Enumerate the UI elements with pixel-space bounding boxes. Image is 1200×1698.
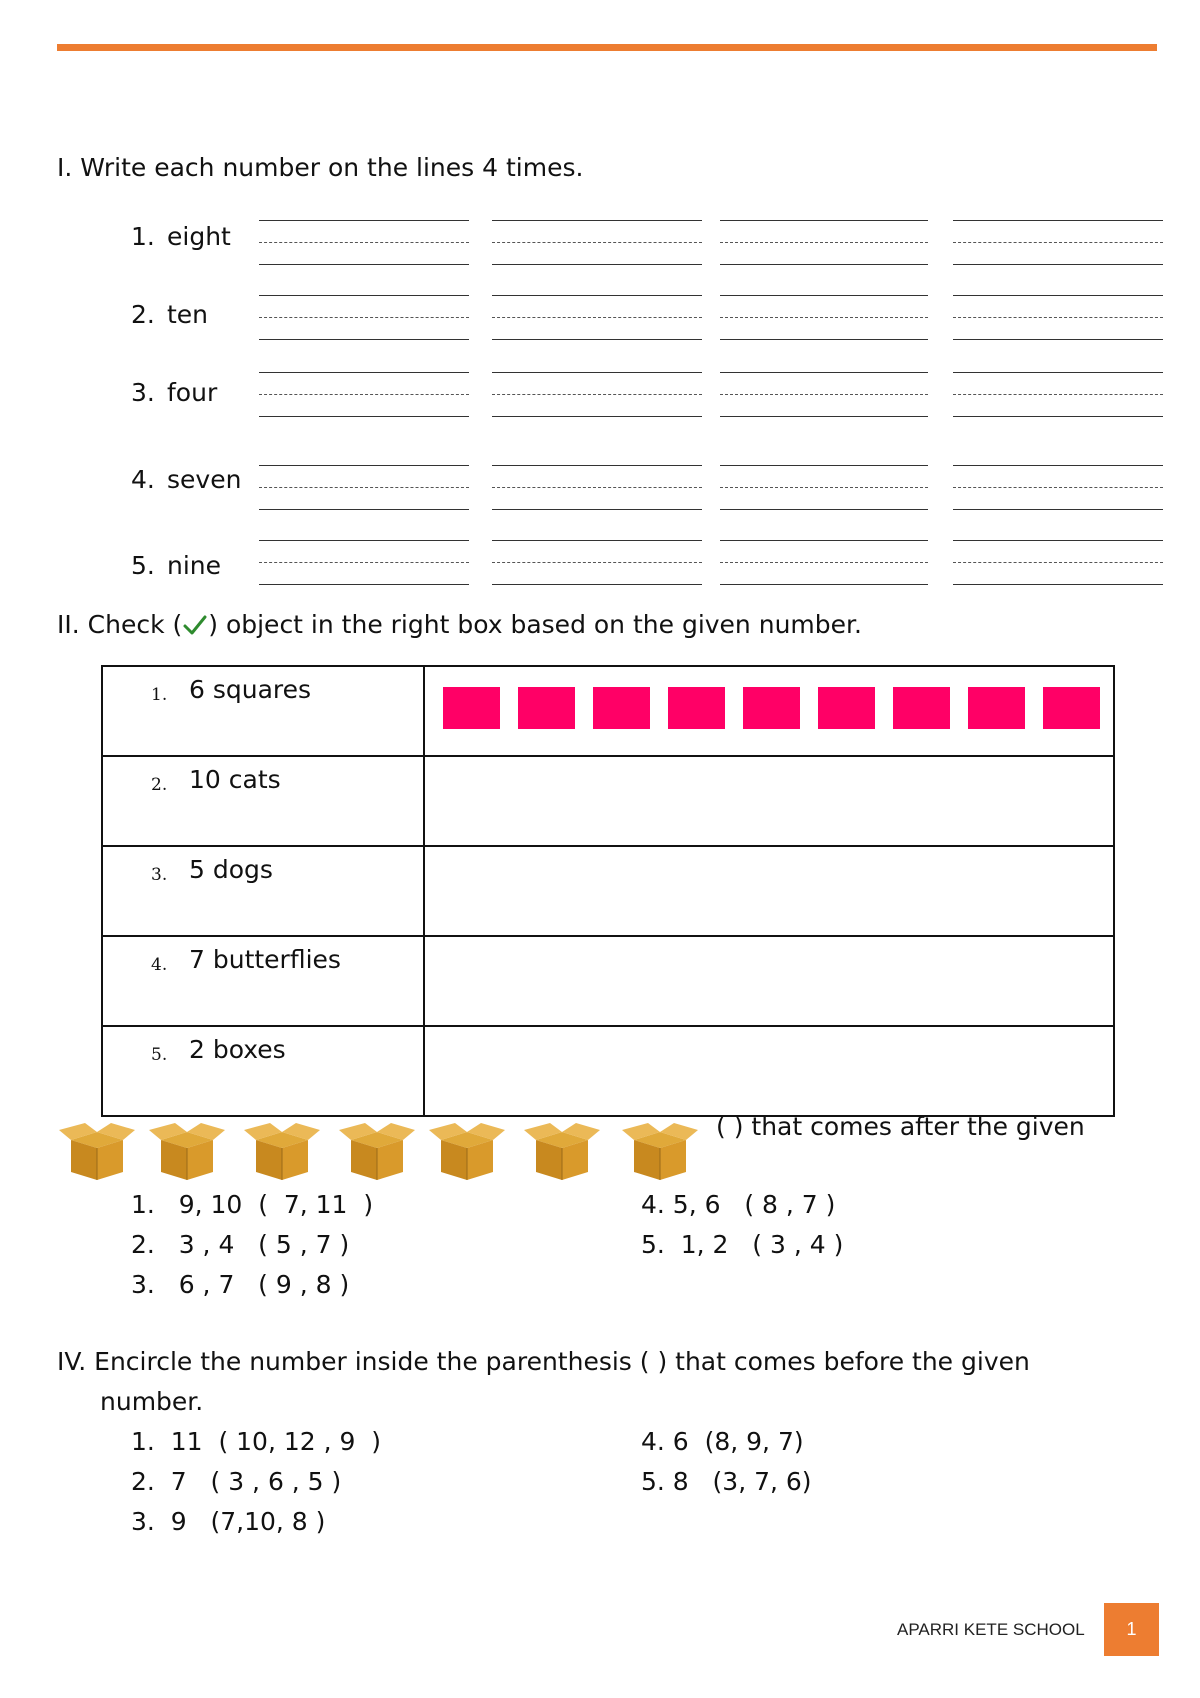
item-number: 4. bbox=[131, 465, 155, 494]
object-box[interactable] bbox=[424, 1026, 1114, 1116]
writing-line-set[interactable] bbox=[492, 372, 702, 418]
table-row bbox=[102, 1026, 1114, 1116]
list-item: 1. 9, 10 ( 7, 11 ) bbox=[131, 1190, 374, 1219]
solid-guide-line bbox=[492, 540, 702, 541]
solid-guide-line bbox=[953, 372, 1163, 373]
table-row bbox=[102, 756, 1114, 846]
section3-heading: ( ) that comes after the given bbox=[716, 1112, 1085, 1141]
solid-guide-line bbox=[492, 416, 702, 417]
solid-guide-line bbox=[259, 540, 469, 541]
writing-line-set[interactable] bbox=[492, 465, 702, 511]
solid-guide-line bbox=[720, 416, 928, 417]
list-item: 4. 6 (8, 9, 7) bbox=[641, 1427, 804, 1456]
page-number: 1 bbox=[1104, 1603, 1159, 1656]
cardboard-box-icon bbox=[147, 1118, 227, 1182]
dashed-guide-line bbox=[259, 242, 469, 243]
pink-square bbox=[818, 687, 875, 729]
writing-line-set[interactable] bbox=[720, 295, 928, 341]
solid-guide-line bbox=[259, 509, 469, 510]
dashed-guide-line bbox=[259, 394, 469, 395]
check-table bbox=[101, 665, 1115, 1117]
cardboard-box-icon bbox=[242, 1118, 322, 1182]
pink-square bbox=[593, 687, 650, 729]
table-row bbox=[102, 666, 1114, 756]
table-row bbox=[102, 936, 1114, 1026]
writing-line-set[interactable] bbox=[259, 465, 469, 511]
writing-line-set[interactable] bbox=[259, 372, 469, 418]
solid-guide-line bbox=[720, 584, 928, 585]
solid-guide-line bbox=[720, 465, 928, 466]
solid-guide-line bbox=[720, 339, 928, 340]
pink-square bbox=[893, 687, 950, 729]
solid-guide-line bbox=[492, 509, 702, 510]
solid-guide-line bbox=[953, 220, 1163, 221]
section4-heading-cont: number. bbox=[100, 1387, 204, 1416]
dashed-guide-line bbox=[492, 562, 702, 563]
header-rule bbox=[57, 44, 1157, 51]
solid-guide-line bbox=[953, 264, 1163, 265]
dashed-guide-line bbox=[259, 487, 469, 488]
list-item: 5. 1, 2 ( 3 , 4 ) bbox=[641, 1230, 844, 1259]
solid-guide-line bbox=[492, 264, 702, 265]
squares-group bbox=[425, 667, 1113, 755]
solid-guide-line bbox=[259, 465, 469, 466]
row-label: 7 butterflies bbox=[189, 945, 341, 974]
number-word: seven bbox=[167, 465, 242, 494]
object-box[interactable] bbox=[424, 666, 1114, 756]
solid-guide-line bbox=[953, 339, 1163, 340]
object-box[interactable] bbox=[424, 936, 1114, 1026]
row-label: 6 squares bbox=[189, 675, 312, 704]
table-row bbox=[102, 846, 1114, 936]
writing-line-set[interactable] bbox=[492, 220, 702, 266]
dashed-guide-line bbox=[953, 317, 1163, 318]
writing-line-set[interactable] bbox=[953, 540, 1163, 586]
writing-line-set[interactable] bbox=[259, 295, 469, 341]
solid-guide-line bbox=[492, 295, 702, 296]
writing-line-set[interactable] bbox=[259, 220, 469, 266]
dashed-guide-line bbox=[953, 242, 1163, 243]
dashed-guide-line bbox=[720, 242, 928, 243]
solid-guide-line bbox=[720, 509, 928, 510]
solid-guide-line bbox=[492, 465, 702, 466]
dashed-guide-line bbox=[953, 562, 1163, 563]
dashed-guide-line bbox=[953, 487, 1163, 488]
pink-square bbox=[443, 687, 500, 729]
solid-guide-line bbox=[492, 220, 702, 221]
item-number: 2. bbox=[131, 300, 155, 329]
number-word: nine bbox=[167, 551, 222, 580]
dashed-guide-line bbox=[720, 317, 928, 318]
list-item: 1. 11 ( 10, 12 , 9 ) bbox=[131, 1427, 382, 1456]
solid-guide-line bbox=[259, 339, 469, 340]
solid-guide-line bbox=[259, 584, 469, 585]
writing-line-set[interactable] bbox=[720, 540, 928, 586]
school-name: APARRI KETE SCHOOL bbox=[897, 1620, 1085, 1639]
list-item: 2. 3 , 4 ( 5 , 7 ) bbox=[131, 1230, 350, 1259]
pink-square bbox=[968, 687, 1025, 729]
section4-heading: IV. Encircle the number inside the parenthesis ( ) that comes before the given bbox=[57, 1347, 1030, 1376]
row-number: 5. bbox=[151, 1045, 168, 1065]
solid-guide-line bbox=[720, 264, 928, 265]
dashed-guide-line bbox=[953, 394, 1163, 395]
writing-line-set[interactable] bbox=[720, 220, 928, 266]
solid-guide-line bbox=[953, 540, 1163, 541]
list-item: 4. 5, 6 ( 8 , 7 ) bbox=[641, 1190, 836, 1219]
solid-guide-line bbox=[720, 295, 928, 296]
solid-guide-line bbox=[492, 339, 702, 340]
dashed-guide-line bbox=[492, 317, 702, 318]
cardboard-box-icon bbox=[427, 1118, 507, 1182]
solid-guide-line bbox=[492, 372, 702, 373]
object-box[interactable] bbox=[424, 846, 1114, 936]
row-label: 2 boxes bbox=[189, 1035, 286, 1064]
object-box[interactable] bbox=[424, 756, 1114, 846]
cardboard-box-icon bbox=[620, 1118, 700, 1182]
dashed-guide-line bbox=[720, 394, 928, 395]
item-number: 3. bbox=[131, 378, 155, 407]
solid-guide-line bbox=[720, 220, 928, 221]
row-number: 1. bbox=[151, 685, 168, 705]
row-label: 5 dogs bbox=[189, 855, 273, 884]
solid-guide-line bbox=[953, 509, 1163, 510]
pink-square bbox=[668, 687, 725, 729]
writing-line-set[interactable] bbox=[492, 295, 702, 341]
item-number: 5. bbox=[131, 551, 155, 580]
writing-line-set[interactable] bbox=[720, 465, 928, 511]
solid-guide-line bbox=[953, 295, 1163, 296]
list-item: 3. 6 , 7 ( 9 , 8 ) bbox=[131, 1270, 350, 1299]
dashed-guide-line bbox=[720, 562, 928, 563]
solid-guide-line bbox=[259, 295, 469, 296]
pink-square bbox=[1043, 687, 1100, 729]
pink-square bbox=[518, 687, 575, 729]
writing-line-set[interactable] bbox=[953, 220, 1163, 266]
section1-heading: I. Write each number on the lines 4 times. bbox=[57, 153, 584, 182]
item-number: 1. bbox=[131, 222, 155, 251]
row-number: 2. bbox=[151, 775, 168, 795]
dashed-guide-line bbox=[259, 562, 469, 563]
row-label: 10 cats bbox=[189, 765, 281, 794]
writing-line-set[interactable] bbox=[720, 372, 928, 418]
cardboard-box-icon bbox=[57, 1118, 137, 1182]
row-number: 3. bbox=[151, 865, 168, 885]
number-word: eight bbox=[167, 222, 231, 251]
dashed-guide-line bbox=[720, 487, 928, 488]
section2-heading: II. Check ( ) object in the right box based on the given number. bbox=[57, 610, 862, 639]
solid-guide-line bbox=[259, 220, 469, 221]
solid-guide-line bbox=[953, 465, 1163, 466]
dashed-guide-line bbox=[492, 242, 702, 243]
solid-guide-line bbox=[492, 584, 702, 585]
writing-line-set[interactable] bbox=[259, 540, 469, 586]
list-item: 5. 8 (3, 7, 6) bbox=[641, 1467, 812, 1496]
writing-line-set[interactable] bbox=[953, 295, 1163, 341]
solid-guide-line bbox=[720, 540, 928, 541]
list-item: 2. 7 ( 3 , 6 , 5 ) bbox=[131, 1467, 342, 1496]
writing-line-set[interactable] bbox=[953, 465, 1163, 511]
cardboard-box-icon bbox=[337, 1118, 417, 1182]
row-number: 4. bbox=[151, 955, 168, 975]
number-word: four bbox=[167, 378, 218, 407]
solid-guide-line bbox=[259, 416, 469, 417]
cardboard-box-icon bbox=[522, 1118, 602, 1182]
dashed-guide-line bbox=[492, 487, 702, 488]
check-mark-icon bbox=[182, 614, 208, 636]
solid-guide-line bbox=[720, 372, 928, 373]
pink-square bbox=[743, 687, 800, 729]
dashed-guide-line bbox=[492, 394, 702, 395]
dashed-guide-line bbox=[259, 317, 469, 318]
list-item: 3. 9 (7,10, 8 ) bbox=[131, 1507, 326, 1536]
number-word: ten bbox=[167, 300, 209, 329]
solid-guide-line bbox=[953, 584, 1163, 585]
writing-line-set[interactable] bbox=[953, 372, 1163, 418]
writing-line-set[interactable] bbox=[492, 540, 702, 586]
solid-guide-line bbox=[953, 416, 1163, 417]
solid-guide-line bbox=[259, 372, 469, 373]
solid-guide-line bbox=[259, 264, 469, 265]
